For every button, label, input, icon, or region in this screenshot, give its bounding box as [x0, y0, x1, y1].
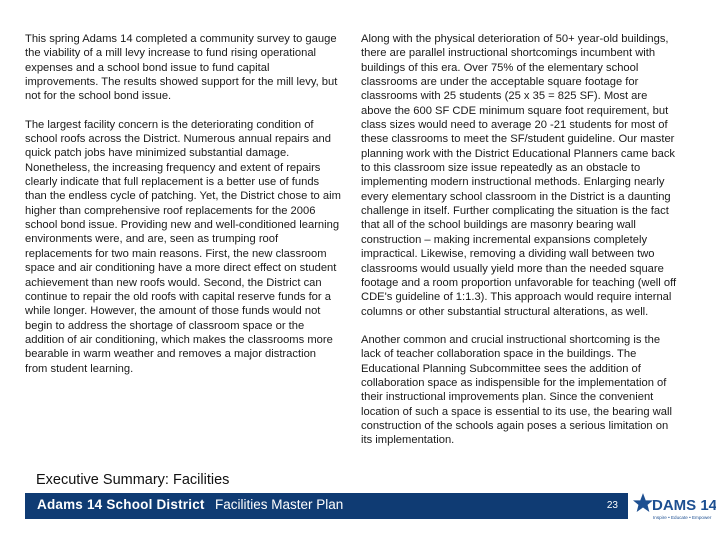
left-text-column	[25, 32, 341, 376]
footer-bar	[25, 493, 628, 519]
star-logo-icon	[630, 486, 716, 530]
right-paragraph-collaboration: Another common and crucial instructional shortcoming is the lack of teacher collaboration space in the buildings. The Educational Planning Subcommittee sees the addition of collaboration space as indispensible for the implementation of their instructional improvements plan. Since the convenient location of such a space is essential to its use, the bearing wall construction of the schools again poses a serious limitation on its implementation.	[361, 333, 672, 447]
left-paragraph-roofs: The largest facility concern is the deteriorating condition of school roofs across the District. Numerous annual repairs and quick patch jobs have minimized substantial damage. Nonetheless, the increasing frequency and extent of repairs clearly indicate that full replacement is a better use of funds than the endless cycle of patching. Yet, the District chose to aim higher than comprehensive roof replacements for the 2006 school bond issue. Providing new and well-conditioned learning environments were, and are, seen as trumping roof replacements for two main reasons. First, the new classroom space and air conditioning have a more direct effect on student achievement than new roofs would. Second, the District can continue to repair the old roofs with capital reserve funds for a while longer. However, the amount of those funds would not begin to address the shortage of classroom space or the addition of air conditioning, which makes the classrooms more bearable in warm weather and removes a major distraction from student learning.	[25, 118, 341, 375]
right-paragraph-classrooms: Along with the physical deterioration of 50+ year-old buildings, there are parallel instructional shortcomings incumbent with buildings of this era. Over 75% of the elementary school classrooms are under the acceptable square footage for classrooms with 25 students (25 x 35 = 825 SF). Most are above the 600 SF CDE minimum square foot requirement, but class sizes would need to average 20 -21 students for most of these classrooms to meet the SF/student guideline. Our master planning work with the District Educational Planners came back to this classroom size issue repeatedly as an obstacle to implementing modern instructional methods. Enlarging nearly every elementary school classroom in the District is a daunting challenge in itself. Further complicating the situation is the fact that all of the school buildings are masonry bearing wall construction – making incremental expansions completely impractical. Likewise, removing a dividing wall between two classrooms would usually yield more than the needed square footage and a room proportion unfavorable for teaching (well off CDE's guideline of 1:1.3). This approach would require internal columns or other substantial structural alterations, as well.	[361, 33, 677, 318]
left-paragraph-survey: This spring Adams 14 completed a community survey to gauge the viability of a mill levy increase to fund rising operational expenses and a school bond issue to fund capital improvements. The results showed support for the mill levy, but not for the school bond issue.	[25, 33, 338, 103]
logo-wordmark: DAMS 14	[652, 497, 716, 514]
right-text-column	[361, 32, 677, 448]
footer-district-name: Adams 14 School District	[37, 497, 205, 512]
footer-plan-title: Facilities Master Plan	[215, 497, 344, 512]
adams14-logo	[630, 486, 716, 530]
logo-tagline: Inspire • Educate • Empower	[653, 515, 712, 520]
page-number: 23	[606, 500, 618, 511]
section-title: Executive Summary: Facilities	[36, 472, 230, 488]
